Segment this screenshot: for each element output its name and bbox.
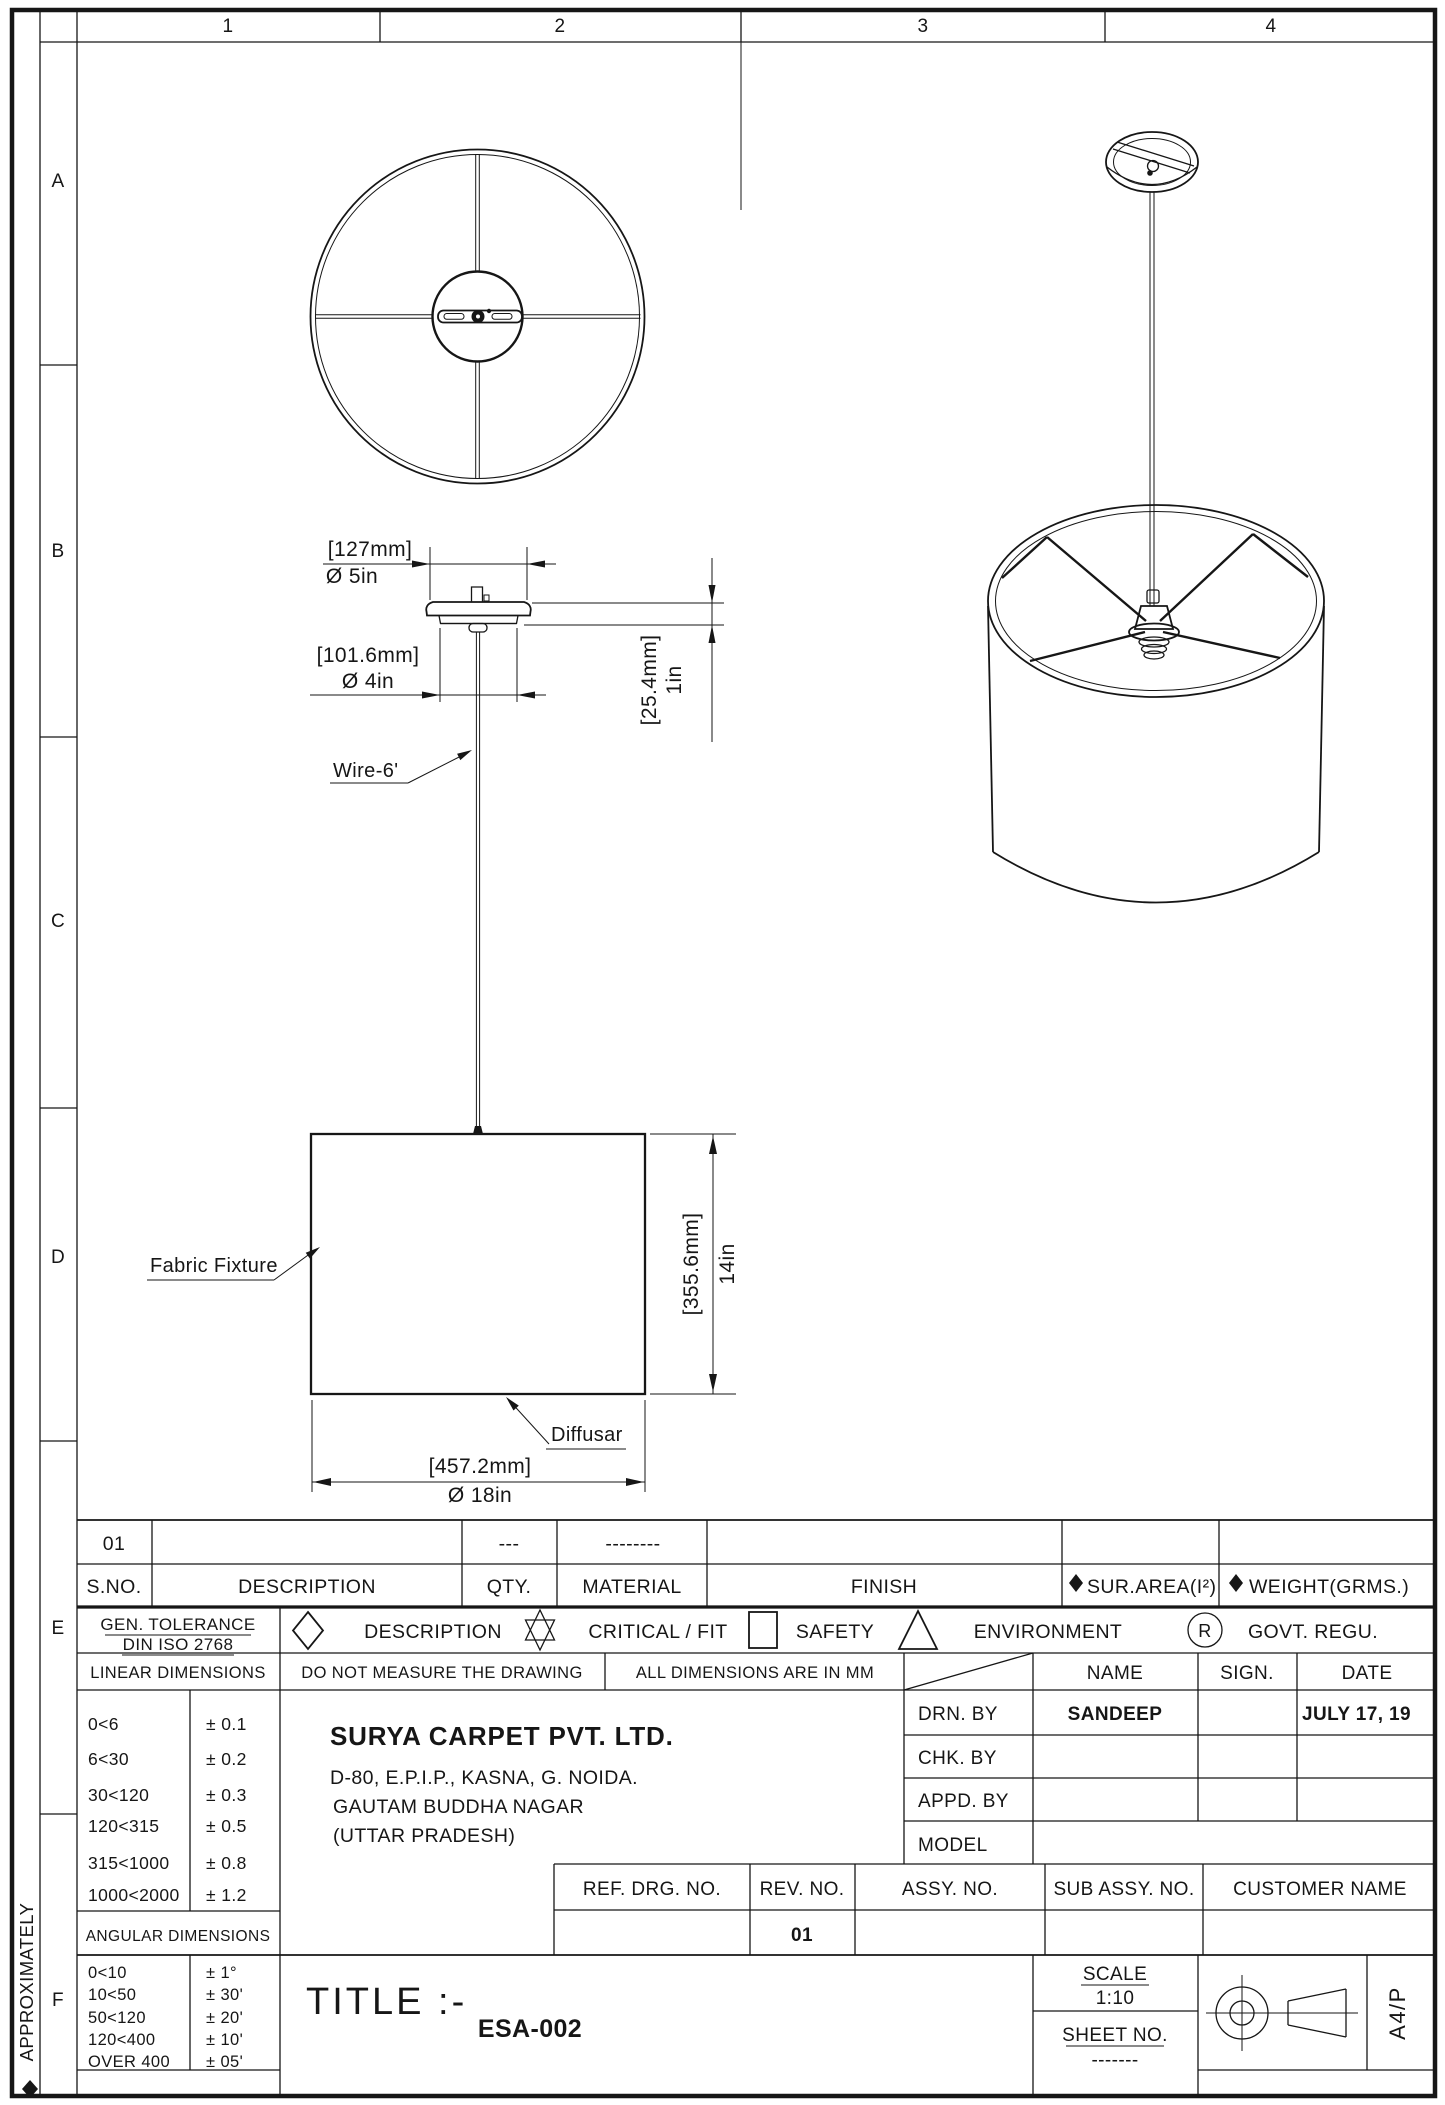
environment-triangle-icon bbox=[899, 1611, 937, 1649]
scale-value: 1:10 bbox=[1095, 1988, 1135, 2009]
note-all-dims-mm: ALL DIMENSIONS ARE IN MM bbox=[635, 1664, 875, 1682]
gen-tolerance-line1: GEN. TOLERANCE bbox=[100, 1615, 256, 1634]
scale-label: SCALE bbox=[1082, 1964, 1148, 1985]
crossbar-slot-left bbox=[444, 314, 464, 320]
column-label-4: 4 bbox=[1265, 16, 1277, 37]
canopy-h-mm: [25.4mm] bbox=[638, 634, 661, 726]
ang-tol-range-2: 50<120 bbox=[88, 2009, 146, 2027]
notes-band bbox=[90, 1663, 1392, 1684]
diffuser-label: Diffusar bbox=[551, 1424, 623, 1446]
reference-block bbox=[583, 1879, 1407, 1946]
company-name: SURYA CARPET PVT. LTD. bbox=[330, 1721, 674, 1751]
drn-by-date: JULY 17, 19 bbox=[1302, 1704, 1411, 1725]
title-area bbox=[306, 1964, 1410, 2071]
part-sno-value: 01 bbox=[102, 1533, 126, 1555]
header-sno: S.NO. bbox=[86, 1576, 142, 1598]
critical-star-icon bbox=[526, 1610, 555, 1650]
ang-tol-val-0: ± 1° bbox=[206, 1964, 238, 1982]
label-appd-by: APPD. BY bbox=[918, 1791, 1009, 1812]
company-block bbox=[330, 1721, 674, 1847]
crossbar-slot-right bbox=[492, 314, 512, 320]
lin-tol-val-3: ± 0.5 bbox=[206, 1816, 247, 1836]
sur-area-diamond-icon bbox=[1069, 1574, 1083, 1592]
approval-block bbox=[918, 1704, 1411, 1856]
fitter-dia-in: Ø 4in bbox=[341, 670, 395, 693]
legend-safety: SAFETY bbox=[795, 1621, 875, 1643]
shade-dia-mm: [457.2mm] bbox=[428, 1455, 532, 1478]
ang-tol-range-3: 120<400 bbox=[88, 2031, 156, 2049]
iso-canopy bbox=[1106, 132, 1198, 192]
ang-tol-range-4: OVER 400 bbox=[88, 2053, 171, 2071]
lin-tol-val-1: ± 0.2 bbox=[206, 1749, 247, 1769]
lin-tol-range-2: 30<120 bbox=[88, 1785, 150, 1805]
lin-tol-val-5: ± 1.2 bbox=[206, 1885, 247, 1905]
diffuser-callout bbox=[506, 1397, 626, 1449]
label-model: MODEL bbox=[918, 1835, 988, 1856]
ang-tol-range-1: 10<50 bbox=[88, 1986, 137, 2004]
lin-tol-range-1: 6<30 bbox=[88, 1749, 130, 1769]
ang-tol-val-4: ± 05' bbox=[206, 2053, 244, 2071]
iso-shade-rim bbox=[988, 505, 1324, 697]
paper-code: A4/P bbox=[1385, 1986, 1410, 2040]
shade-h-mm: [355.6mm] bbox=[680, 1212, 703, 1316]
govt-regulation-r-icon bbox=[1188, 1613, 1222, 1647]
row-label-d: D bbox=[50, 1247, 66, 1268]
fabric-fixture-label: Fabric Fixture bbox=[150, 1255, 278, 1277]
wire-callout bbox=[330, 750, 472, 783]
angular-tolerance-table bbox=[86, 1928, 271, 2071]
company-address2: GAUTAM BUDDHA NAGAR bbox=[333, 1796, 585, 1818]
lin-tol-range-3: 120<315 bbox=[88, 1816, 160, 1836]
label-chk-by: CHK. BY bbox=[918, 1748, 997, 1769]
row-label-f: F bbox=[51, 1990, 65, 2011]
canopy-h-in: 1in bbox=[663, 665, 686, 695]
row-label-b: B bbox=[51, 541, 65, 562]
part-qty-value: --- bbox=[498, 1533, 520, 1555]
gen-tolerance-line2: DIN ISO 2768 bbox=[122, 1635, 234, 1654]
lin-tol-range-0: 0<6 bbox=[88, 1714, 119, 1734]
dim-fitter-diameter bbox=[310, 628, 546, 702]
column-label-2: 2 bbox=[554, 16, 566, 37]
header-ref-drg-no: REF. DRG. NO. bbox=[582, 1879, 722, 1900]
shade-dia-in: Ø 18in bbox=[447, 1484, 513, 1507]
linear-tolerance-table bbox=[88, 1714, 247, 1905]
header-name: NAME bbox=[1086, 1663, 1144, 1684]
column-label-1: 1 bbox=[222, 16, 234, 37]
sheet-no-value: ------- bbox=[1091, 2050, 1139, 2071]
wire-label: Wire-6' bbox=[333, 760, 399, 782]
ang-tol-range-0: 0<10 bbox=[88, 1964, 127, 1982]
ang-tol-val-1: ± 30' bbox=[206, 1986, 244, 2004]
legend-environment: ENVIRONMENT bbox=[973, 1621, 1123, 1643]
header-qty: QTY. bbox=[486, 1576, 532, 1598]
isometric-view bbox=[988, 132, 1324, 903]
lin-tol-range-4: 315<1000 bbox=[88, 1853, 170, 1873]
ang-tol-val-3: ± 10' bbox=[206, 2031, 244, 2049]
note-linear-dimensions: LINEAR DIMENSIONS bbox=[90, 1664, 266, 1682]
lin-tol-val-2: ± 0.3 bbox=[206, 1785, 247, 1805]
company-address3: (UTTAR PRADESH) bbox=[333, 1825, 516, 1847]
header-sur-area: SUR.AREA(I²) bbox=[1087, 1576, 1217, 1598]
header-rev-no: REV. NO. bbox=[759, 1879, 845, 1900]
column-label-3: 3 bbox=[917, 16, 929, 37]
rev-no-value: 01 bbox=[791, 1925, 813, 1946]
lin-tol-val-4: ± 0.8 bbox=[206, 1853, 247, 1873]
symbols-legend bbox=[100, 1610, 1378, 1655]
row-label-a: A bbox=[51, 171, 65, 192]
header-material: MATERIAL bbox=[582, 1576, 682, 1598]
canopy-dia-mm: [127mm] bbox=[327, 538, 413, 561]
dim-shade-diameter bbox=[312, 1400, 645, 1507]
plan-view bbox=[311, 150, 645, 484]
title-label: TITLE :- bbox=[306, 1981, 468, 2023]
shade-h-in: 14in bbox=[716, 1243, 739, 1285]
lin-tol-val-0: ± 0.1 bbox=[206, 1714, 247, 1734]
side-view bbox=[311, 587, 645, 1394]
header-customer-name: CUSTOMER NAME bbox=[1233, 1879, 1407, 1900]
ang-tol-val-2: ± 20' bbox=[206, 2009, 244, 2027]
label-drn-by: DRN. BY bbox=[918, 1704, 998, 1725]
note-angular-dimensions: ANGULAR DIMENSIONS bbox=[85, 1928, 271, 1945]
header-sign: SIGN. bbox=[1220, 1663, 1274, 1684]
note-do-not-measure: DO NOT MEASURE THE DRAWING bbox=[301, 1664, 583, 1682]
canopy-dia-in: Ø 5in bbox=[325, 565, 379, 588]
company-address1: D-80, E.P.I.P., KASNA, G. NOIDA. bbox=[330, 1767, 638, 1789]
header-assy-no: ASSY. NO. bbox=[901, 1879, 999, 1900]
canopy-side bbox=[426, 602, 530, 616]
header-date: DATE bbox=[1341, 1663, 1393, 1684]
title-block-grid bbox=[77, 1520, 1437, 2096]
legend-critical-fit: CRITICAL / FIT bbox=[588, 1621, 728, 1643]
row-label-e: E bbox=[51, 1618, 65, 1639]
legend-description: DESCRIPTION bbox=[364, 1621, 502, 1643]
margin-note-text: APPROXIMATELY bbox=[16, 1902, 37, 2062]
projection-symbol-icon bbox=[1206, 1975, 1358, 2051]
header-weight: WEIGHT(GRMS.) bbox=[1249, 1576, 1410, 1598]
drn-by-name: SANDEEP bbox=[1067, 1704, 1163, 1725]
part-material-value: -------- bbox=[605, 1533, 661, 1555]
legend-govt-regu: GOVT. REGU. bbox=[1247, 1621, 1379, 1643]
dim-canopy-diameter bbox=[323, 538, 556, 600]
description-diamond-icon bbox=[293, 1612, 323, 1649]
safety-square-icon bbox=[749, 1612, 777, 1648]
weight-diamond-icon bbox=[1229, 1574, 1243, 1592]
r-mark-letter: R bbox=[1198, 1621, 1212, 1641]
dim-shade-height bbox=[650, 1134, 739, 1394]
sheet-border bbox=[12, 10, 1437, 2096]
drawing-number: ESA-002 bbox=[477, 2015, 583, 2043]
row-label-c: C bbox=[50, 911, 66, 932]
header-finish: FINISH bbox=[850, 1576, 918, 1598]
sheet-no-label: SHEET NO. bbox=[1062, 2025, 1168, 2046]
fitter-dia-mm: [101.6mm] bbox=[316, 644, 420, 667]
lin-tol-range-5: 1000<2000 bbox=[88, 1885, 180, 1905]
dim-canopy-height bbox=[524, 558, 724, 742]
fabric-shade-side bbox=[311, 1134, 645, 1394]
header-sub-assy-no: SUB ASSY. NO. bbox=[1053, 1879, 1195, 1900]
fabric-fixture-callout bbox=[147, 1247, 320, 1280]
header-description: DESCRIPTION bbox=[238, 1576, 376, 1598]
parts-table bbox=[86, 1533, 1409, 1598]
margin-note bbox=[16, 1903, 38, 2098]
